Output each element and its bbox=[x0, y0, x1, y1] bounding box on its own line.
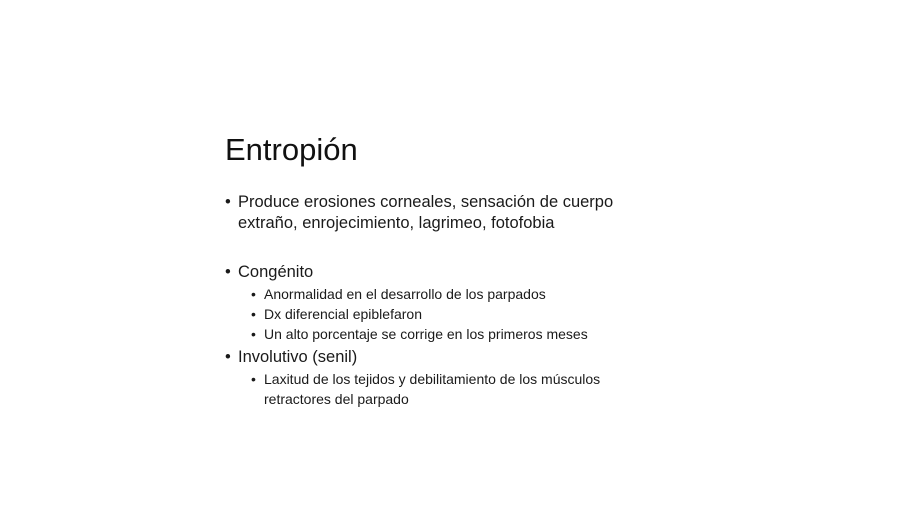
subbullet-dx-text: Dx diferencial epiblefaron bbox=[264, 306, 422, 322]
bullet-congenito-label: Congénito bbox=[238, 263, 314, 281]
subbullet-anormalidad-text: Anormalidad en el desarrollo de los parpados bbox=[264, 286, 546, 302]
subbullet-porcentaje bbox=[225, 324, 685, 344]
subbullet-dot: • bbox=[251, 371, 256, 387]
bullet-symptoms bbox=[225, 192, 685, 234]
bullet-involutivo-label: Involutivo (senil) bbox=[238, 348, 358, 366]
bullet-symptoms-line1: Produce erosiones corneales, sensación de cuerpo bbox=[238, 193, 614, 211]
bullet-dot: • bbox=[225, 263, 231, 281]
congenito-subitems bbox=[225, 284, 685, 344]
subbullet-laxitud-line1: Laxitud de los tejidos y debilitamiento de los músculos bbox=[264, 371, 601, 387]
subbullet-dot: • bbox=[251, 326, 256, 342]
subbullet-dx bbox=[225, 304, 685, 324]
spacer bbox=[225, 234, 685, 262]
bullet-congenito bbox=[225, 262, 685, 283]
subbullet-anormalidad bbox=[225, 284, 685, 304]
slide-title: Entropión bbox=[225, 132, 358, 167]
slide-content bbox=[225, 192, 685, 409]
bullet-dot: • bbox=[225, 348, 231, 366]
subbullet-dot: • bbox=[251, 286, 256, 302]
subbullet-laxitud-line2: retractores del parpado bbox=[264, 391, 409, 407]
subbullet-laxitud bbox=[225, 369, 685, 409]
bullet-symptoms-line2: extraño, enrojecimiento, lagrimeo, fotofobia bbox=[238, 214, 555, 232]
bullet-dot: • bbox=[225, 193, 231, 211]
bullet-involutivo bbox=[225, 347, 685, 368]
involutivo-subitems bbox=[225, 369, 685, 409]
subbullet-porcentaje-text: Un alto porcentaje se corrige en los primeros meses bbox=[264, 326, 588, 342]
subbullet-dot: • bbox=[251, 306, 256, 322]
